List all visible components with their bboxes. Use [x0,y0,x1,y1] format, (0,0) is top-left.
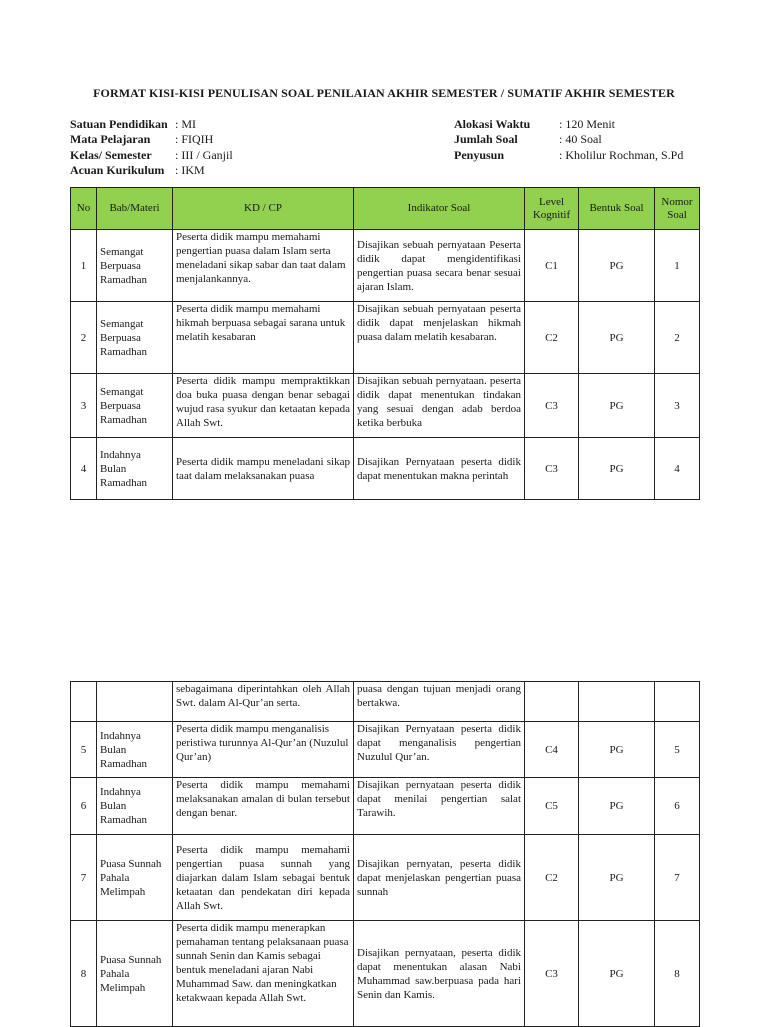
cell-bentuk: PG [579,302,655,374]
header-bentuk: Bentuk Soal [579,188,655,230]
kisi-table-page-2 [70,681,700,1027]
table-row [71,230,700,302]
cell-bab: Semangat Berpuasa Ramadhan [97,302,173,374]
cell-indikator: Disajikan Pernyataan peserta didik dapat menganalisis pengertian Nuzulul Qur’an. [354,722,525,778]
cell-level: C4 [525,722,579,778]
cell-indikator: Disajikan sebuah pernyataan peserta didik dapat menjelaskan hikmah puasa dalam melatih kesabaran. [354,302,525,374]
table-row [71,835,700,921]
cell-nomor: 5 [655,722,700,778]
cell-bentuk: PG [579,921,655,1027]
info-label: Mata Pelajaran [70,132,151,147]
header-kd: KD / CP [173,188,354,230]
info-value: : Kholilur Rochman, S.Pd [559,147,684,162]
cell-kd: Peserta didik mampu meneladani sikap taat dalam melaksanakan puasa [173,438,354,500]
table-row-continuation [71,682,700,722]
cell-kd: Peserta didik mampu memahami hikmah berpuasa sebagai sarana untuk melatih kesabaran [173,302,354,374]
cell-bentuk: PG [579,835,655,921]
cell-no: 6 [71,778,97,835]
cell-kd: sebagaimana diperintahkan oleh Allah Swt. dalam Al-Qur’an serta. [173,682,354,722]
cell-no: 3 [71,374,97,438]
info-label: Jumlah Soal [454,132,518,147]
info-left-block [70,117,233,179]
info-value: : III / Ganjil [175,147,233,162]
cell-nomor: 2 [655,302,700,374]
info-row-satuan [70,117,233,132]
table-row [71,302,700,374]
info-row-kurikulum [70,163,233,178]
table-row [71,438,700,500]
cell-bentuk: PG [579,374,655,438]
cell-bab: Indahnya Bulan Ramadhan [97,778,173,835]
info-label: Satuan Pendidikan [70,117,168,131]
cell-kd: Peserta didik mampu menerapkan pemahaman tentang pelaksanaan puasa sunnah Senin dan Kamis sebagai bentuk meneladani ajaran Nabi Muhammad Saw. dan meningkatkan ketakwaan kepada Allah Swt. [173,921,354,1027]
document-title: FORMAT KISI-KISI PENULISAN SOAL PENILAIAN AKHIR SEMESTER / SUMATIF AKHIR SEMESTER [93,86,675,100]
cell-kd: Peserta didik mampu mempraktikkan doa buka puasa dengan benar sebagai wujud rasa syukur dan ketaatan kepada Allah Swt. [173,374,354,438]
cell-nomor: 8 [655,921,700,1027]
table-row [71,722,700,778]
cell-no: 4 [71,438,97,500]
info-label: Alokasi Waktu [454,117,531,131]
info-value: : 40 Soal [559,132,602,147]
cell-indikator: Disajikan sebuah pernyataan. peserta didik dapat menentukan tindakan yang sesuai dengan adab berdoa ketika berbuka [354,374,525,438]
cell-no: 7 [71,835,97,921]
header-nomor: Nomor Soal [655,188,700,230]
cell-no-empty [71,682,97,722]
info-right-block [454,117,683,163]
cell-no: 2 [71,302,97,374]
header-indikator: Indikator Soal [354,188,525,230]
cell-no: 5 [71,722,97,778]
cell-level: C2 [525,302,579,374]
cell-level: C3 [525,921,579,1027]
cell-level: C3 [525,374,579,438]
table-header-row [71,188,700,230]
cell-kd: Peserta didik mampu memahami pengertian puasa dalam Islam serta meneladani sikap sabar dan taat dalam menjalankannya. [173,230,354,302]
cell-kd: Peserta didik mampu memahami melaksanakan amalan di bulan tersebut dengan benar. [173,778,354,835]
cell-nomor: 6 [655,778,700,835]
cell-level-empty [525,682,579,722]
cell-indikator: Disajikan Pernyataan peserta didik dapat menentukan makna perintah [354,438,525,500]
cell-nomor-empty [655,682,700,722]
cell-indikator: Disajikan sebuah pernyataan Peserta didik dapat mengidentifikasi pengertian puasa secara benar sesuai ajaran Islam. [354,230,525,302]
cell-bentuk-empty [579,682,655,722]
info-label: Penyusun [454,147,505,162]
cell-bab: Puasa Sunnah Pahala Melimpah [97,921,173,1027]
cell-indikator: Disajikan pernyataan peserta didik dapat menilai pengertian salat Tarawih. [354,778,525,835]
table-row [71,374,700,438]
header-no: No [71,188,97,230]
cell-nomor: 7 [655,835,700,921]
cell-kd: Peserta didik mampu menganalisis peristiwa turunnya Al-Qur’an (Nuzulul Qur’an) [173,722,354,778]
info-label: Acuan Kurikulum [70,163,165,178]
info-row-jumlah [454,132,683,147]
header-bab: Bab/Materi [97,188,173,230]
cell-nomor: 3 [655,374,700,438]
cell-nomor: 4 [655,438,700,500]
cell-bab: Indahnya Bulan Ramadhan [97,722,173,778]
cell-bab: Semangat Berpuasa Ramadhan [97,374,173,438]
table-row [71,778,700,835]
cell-bentuk: PG [579,438,655,500]
cell-nomor: 1 [655,230,700,302]
info-value: : MI [175,117,196,131]
cell-bab: Indahnya Bulan Ramadhan [97,438,173,500]
info-row-alokasi [454,117,683,132]
cell-level: C3 [525,438,579,500]
cell-indikator: Disajikan pernyataan, peserta didik dapat menentukan alasan Nabi Muhammad saw.berpuasa pada hari Senin dan Kamis. [354,921,525,1027]
header-level: Level Kognitif [525,188,579,230]
cell-level: C1 [525,230,579,302]
info-row-kelas [70,148,233,163]
cell-bab-empty [97,682,173,722]
info-value: : 120 Menit [559,117,615,131]
cell-kd: Peserta didik mampu memahami pengertian puasa sunnah yang diajarkan dalam Islam sebagai bentuk ketaatan dan pendekatan diri kepada Allah Swt. [173,835,354,921]
cell-bab: Semangat Berpuasa Ramadhan [97,230,173,302]
info-row-mapel [70,132,233,147]
cell-level: C5 [525,778,579,835]
cell-bab: Puasa Sunnah Pahala Melimpah [97,835,173,921]
table-row [71,921,700,1027]
info-value: : FIQIH [175,132,214,147]
cell-bentuk: PG [579,230,655,302]
cell-bentuk: PG [579,722,655,778]
info-value: : IKM [175,163,205,178]
info-row-penyusun [454,148,683,163]
cell-indikator: puasa dengan tujuan menjadi orang bertakwa. [354,682,525,722]
cell-no: 1 [71,230,97,302]
cell-level: C2 [525,835,579,921]
kisi-table-page-1 [70,187,700,500]
cell-no: 8 [71,921,97,1027]
cell-bentuk: PG [579,778,655,835]
info-label: Kelas/ Semester [70,147,152,162]
cell-indikator: Disajikan pernyatan, peserta didik dapat menjelaskan pengertian puasa sunnah [354,835,525,921]
